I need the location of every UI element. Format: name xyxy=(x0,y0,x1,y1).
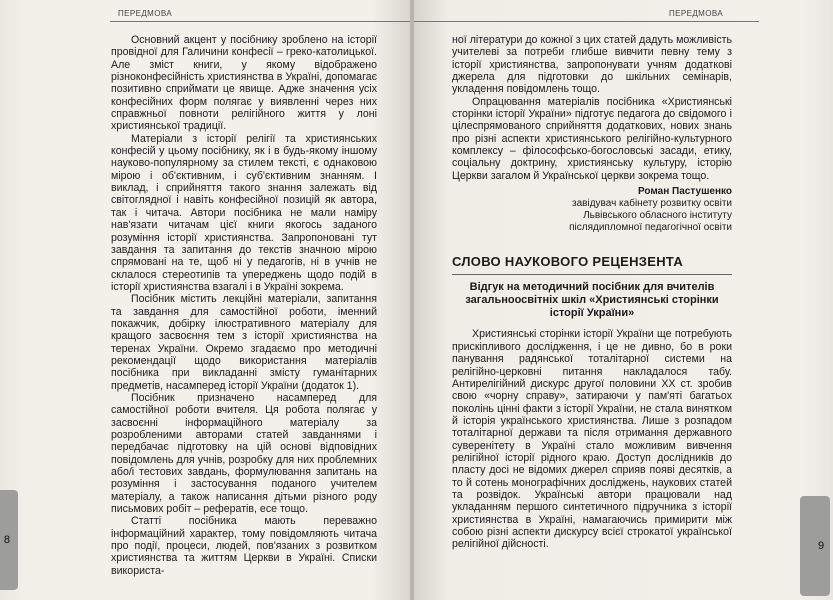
running-head-right: ПЕРЕДМОВА xyxy=(669,9,724,18)
paragraph: Посібник призначено насамперед для самостійної роботи вчителя. Ця робота полягає у засвоєнні інформаційного матеріалу за розробленими авторами статей завданнями і передбачає підготовку на цій основі відповідних повідомлень для учнів, розробку для них проблемних або/і тестових завдань, формулювання запитань на розуміння і застосування поданого учителем матеріалу, а також написання дітьми різного роду письмових робіт – рефератів, есе тощо. xyxy=(111,391,377,516)
section-title: СЛОВО НАУКОВОГО РЕЦЕНЗЕНТА xyxy=(452,254,684,270)
paragraph: Статті посібника мають переважно інформаційний характер, тому повідомляють читача про події, процеси, людей, пов'язаних з розвитком християнства та життям Церкви в Україні. Списки використа- xyxy=(111,515,377,577)
page-number: 9 xyxy=(818,540,825,552)
paragraph: Християнські сторінки історії України ще потребують прискіпливого дослідження, і це не дивно, бо в роки панування радянської тоталітарної системи на релігійно-церковні питання накладалося табу. Антирелігійний дискурс другої половини ХХ ст. зробив свою «чорну справу», затираючи у пам'яті багатьох поколінь цінні факти з історії України, не стала винятком й історія українського християнства. Лише з розпадом тоталітарної держави та після отримання державного суверенітету в Україні стало можливим вивчення релігійної історії рідного краю. Доступ дослідників до пласту досі не відомих джерел сприяв появі десятків, а то й сотень монографічних досліджень, наукових статей та розвідок. Українські автори працювали над укладанням першого синтетичного підручника з історії християнства в Україні, намагаючись примирити між собою різні аспекти дискурсу всієї строкатої української релігійної дійсності. xyxy=(452,328,732,551)
signature-institution: післядипломної педагогічної освіти xyxy=(569,222,732,234)
signature-block xyxy=(452,186,732,234)
paragraph: Посібник містить лекційні матеріали, запитання та завдання для самостійної роботи, іменний покажчик, добірку ілюстративного матеріалу для кращого засвоєння тем з історії християнства на теренах України. Окремо згадаємо про методичні рекомендації щодо використання матеріалів посібника при викладанні змісту гуманітарних предметів, насамперед історії України (додаток 1). xyxy=(111,293,377,392)
paragraph: Опрацювання матеріалів посібника «Християнські сторінки історії України» підготує педагога до свідомого і цілеспрямованого сприйняття додаткових, нових знань про різні аспекти християнського релігійно-культурного комплексу – філософсько-богословські засади, етику, соціальну доктрину, християнську культуру, історію Церкви загалом й Української церкви зокрема тощо. xyxy=(452,95,732,182)
paragraph-continuation: ної літератури до кожної з цих статей дадуть можливість учителеві за потреби глибше вивчити певну тему з історії християнства, запропонувати учням додаткові джерела для підготовки до шкільних семінарів, укладення повідомлень тощо. xyxy=(452,34,732,96)
right-page xyxy=(414,0,833,600)
signature-title: завідувач кабінету розвитку освіти xyxy=(572,198,732,210)
left-text-column xyxy=(111,34,377,577)
header-rule-right xyxy=(414,21,759,22)
paragraph: Основний акцент у посібнику зроблено на історії провідної для Галичини конфесії – греко-католицької. Але зміст книги, у якому відображено різноконфесійність християнства в Україні, допомагає позитивно сприймати це явище. Адже значення усіх конфесійних форм полягає у виявленні через них справжньої повноти релігійного життя у лоні християнської традиції. xyxy=(111,34,377,133)
section-rule xyxy=(452,274,732,275)
left-page xyxy=(0,0,412,600)
right-text-column xyxy=(452,34,732,551)
header-rule-left xyxy=(110,21,412,22)
running-head-left: ПЕРЕДМОВА xyxy=(118,9,173,18)
signature-institution: Львівського обласного інституту xyxy=(583,210,732,222)
page-number-tab-right xyxy=(800,496,830,596)
page-number: 8 xyxy=(3,534,10,546)
page-number-tab-left xyxy=(0,490,18,590)
signature-name: Роман Пастушенко xyxy=(638,186,732,198)
paragraph: Матеріали з історії релігії та християнських конфесій у цьому посібнику, як і в будь-якому іншому науково-популярному за стилем тексті, є однаковою мірою і об'єктивним, і суб'єктивним знанням. І виклад, і сприйняття такого знання залежать від світоглядної і навіть конфесійної позицій як автора, так і читача. Автори посібника не мали наміру нав'язати читачам цієї книги якогось заданого розуміння історії християнства. Запропоновані тут завдання та запитання до текстів значною мірою спрямовані на те, щоб ні у педагогів, ні в учнів не склалося стереотипів та упереджень щодо подій в історії християнства взагалі і в Україні зокрема. xyxy=(111,132,377,293)
review-heading: Відгук на методичний посібник для вчителів загальноосвітніх шкіл «Християнські сторінки історії України» xyxy=(465,281,719,320)
